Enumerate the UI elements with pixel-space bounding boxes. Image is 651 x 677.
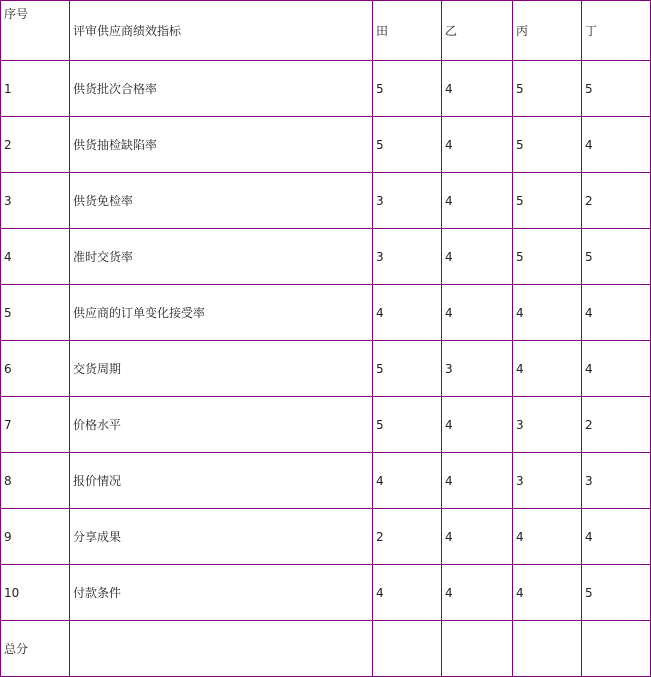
cell-indicator: 付款条件 bbox=[70, 565, 373, 621]
cell-seq: 4 bbox=[1, 229, 70, 285]
cell-ding: 5 bbox=[582, 61, 651, 117]
table-row bbox=[1, 565, 651, 621]
cell-ding: 4 bbox=[582, 509, 651, 565]
cell-ding: 5 bbox=[582, 565, 651, 621]
cell-bing: 4 bbox=[513, 285, 582, 341]
cell-bing: 3 bbox=[513, 453, 582, 509]
cell-ding: 4 bbox=[582, 285, 651, 341]
table-row bbox=[1, 397, 651, 453]
table-row bbox=[1, 453, 651, 509]
cell-yi: 4 bbox=[442, 285, 513, 341]
cell-yi: 4 bbox=[442, 117, 513, 173]
header-indicator: 评审供应商绩效指标 bbox=[70, 1, 373, 61]
header-seq: 序号 bbox=[1, 1, 70, 61]
header-bing: 丙 bbox=[513, 1, 582, 61]
cell-yi: 4 bbox=[442, 229, 513, 285]
cell-ding: 5 bbox=[582, 229, 651, 285]
cell-jia: 4 bbox=[373, 453, 442, 509]
cell-bing: 5 bbox=[513, 61, 582, 117]
total-jia bbox=[373, 621, 442, 677]
cell-indicator: 供货批次合格率 bbox=[70, 61, 373, 117]
cell-indicator: 价格水平 bbox=[70, 397, 373, 453]
cell-bing: 5 bbox=[513, 173, 582, 229]
header-jia: 田 bbox=[373, 1, 442, 61]
cell-yi: 4 bbox=[442, 173, 513, 229]
cell-jia: 3 bbox=[373, 173, 442, 229]
cell-jia: 5 bbox=[373, 397, 442, 453]
table-row bbox=[1, 229, 651, 285]
total-indicator bbox=[70, 621, 373, 677]
cell-indicator: 准时交货率 bbox=[70, 229, 373, 285]
cell-seq: 2 bbox=[1, 117, 70, 173]
cell-ding: 4 bbox=[582, 341, 651, 397]
cell-seq: 1 bbox=[1, 61, 70, 117]
cell-seq: 3 bbox=[1, 173, 70, 229]
table-row bbox=[1, 117, 651, 173]
cell-indicator: 供货免检率 bbox=[70, 173, 373, 229]
cell-seq: 10 bbox=[1, 565, 70, 621]
table-row bbox=[1, 285, 651, 341]
cell-bing: 4 bbox=[513, 565, 582, 621]
cell-bing: 3 bbox=[513, 397, 582, 453]
cell-ding: 2 bbox=[582, 173, 651, 229]
table-row bbox=[1, 341, 651, 397]
cell-yi: 4 bbox=[442, 509, 513, 565]
cell-ding: 2 bbox=[582, 397, 651, 453]
cell-ding: 4 bbox=[582, 117, 651, 173]
total-row bbox=[1, 621, 651, 677]
cell-yi: 4 bbox=[442, 453, 513, 509]
table-header-row bbox=[1, 1, 651, 61]
cell-yi: 4 bbox=[442, 61, 513, 117]
cell-indicator: 供应商的订单变化接受率 bbox=[70, 285, 373, 341]
cell-ding: 3 bbox=[582, 453, 651, 509]
cell-yi: 3 bbox=[442, 341, 513, 397]
cell-seq: 7 bbox=[1, 397, 70, 453]
cell-jia: 5 bbox=[373, 61, 442, 117]
table-row bbox=[1, 173, 651, 229]
cell-bing: 4 bbox=[513, 509, 582, 565]
cell-jia: 2 bbox=[373, 509, 442, 565]
total-bing bbox=[513, 621, 582, 677]
cell-indicator: 报价情况 bbox=[70, 453, 373, 509]
cell-jia: 4 bbox=[373, 565, 442, 621]
header-ding: 丁 bbox=[582, 1, 651, 61]
table-row bbox=[1, 509, 651, 565]
cell-bing: 5 bbox=[513, 229, 582, 285]
cell-jia: 5 bbox=[373, 341, 442, 397]
cell-seq: 6 bbox=[1, 341, 70, 397]
cell-seq: 8 bbox=[1, 453, 70, 509]
cell-yi: 4 bbox=[442, 565, 513, 621]
cell-indicator: 供货抽检缺陷率 bbox=[70, 117, 373, 173]
cell-jia: 5 bbox=[373, 117, 442, 173]
cell-seq: 5 bbox=[1, 285, 70, 341]
table-row bbox=[1, 61, 651, 117]
cell-seq: 9 bbox=[1, 509, 70, 565]
total-label: 总分 bbox=[1, 621, 70, 677]
total-yi bbox=[442, 621, 513, 677]
cell-jia: 4 bbox=[373, 285, 442, 341]
cell-indicator: 分享成果 bbox=[70, 509, 373, 565]
cell-bing: 5 bbox=[513, 117, 582, 173]
total-ding bbox=[582, 621, 651, 677]
cell-bing: 4 bbox=[513, 341, 582, 397]
cell-indicator: 交货周期 bbox=[70, 341, 373, 397]
header-yi: 乙 bbox=[442, 1, 513, 61]
cell-jia: 3 bbox=[373, 229, 442, 285]
cell-yi: 4 bbox=[442, 397, 513, 453]
